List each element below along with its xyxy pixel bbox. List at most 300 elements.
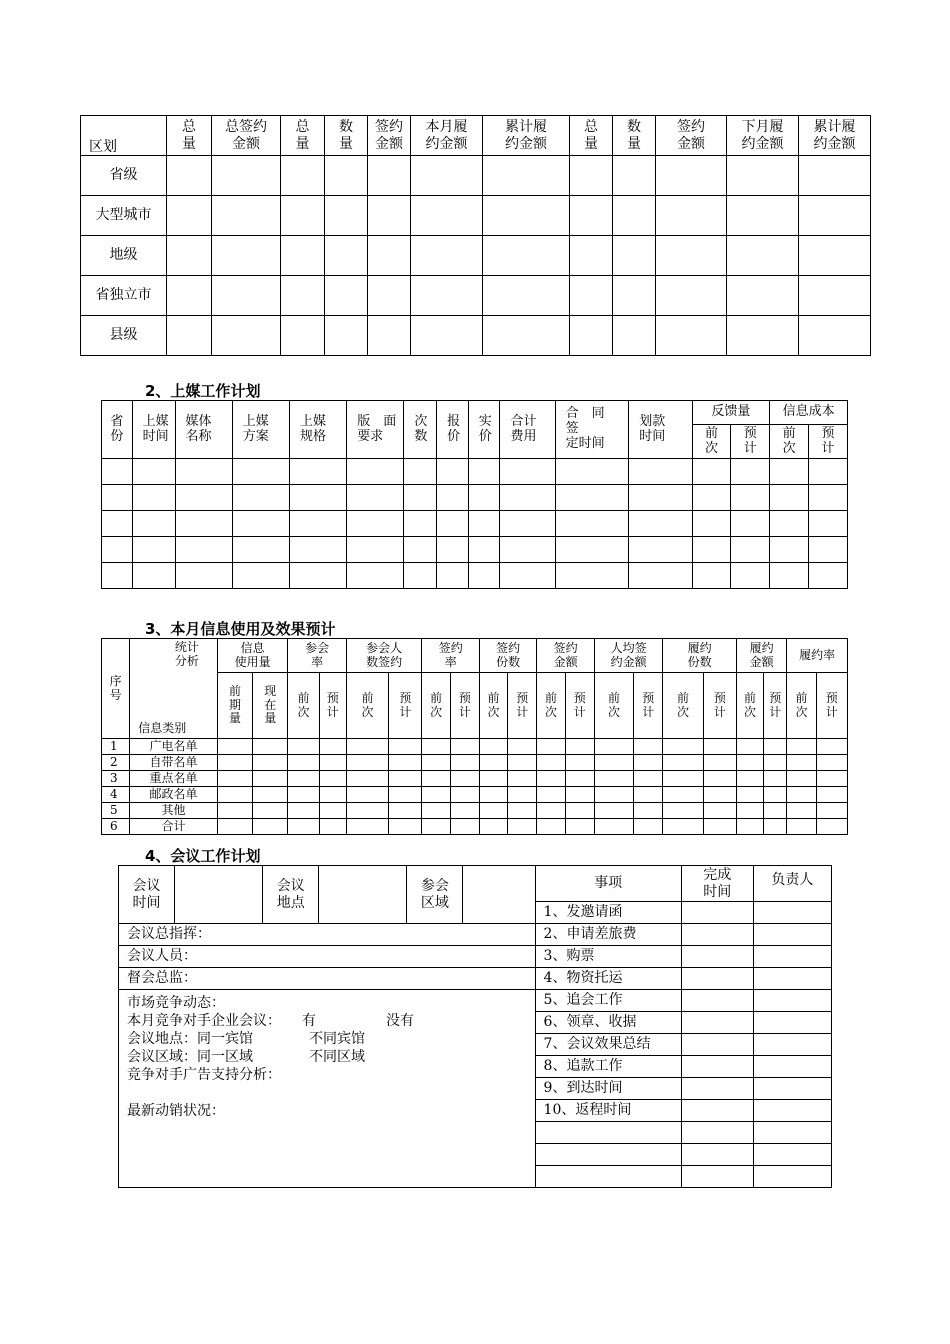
input-cell[interactable] (570, 236, 613, 276)
input-cell[interactable] (508, 803, 537, 819)
input-cell[interactable] (232, 537, 289, 563)
market-line: 市场竞争动态： (127, 995, 225, 1011)
input-cell[interactable] (346, 803, 388, 819)
input-cell[interactable] (555, 459, 629, 485)
input-cell[interactable] (232, 459, 289, 485)
input-cell[interactable] (799, 236, 871, 276)
input-cell[interactable] (594, 771, 633, 787)
input-cell[interactable] (629, 537, 692, 563)
input-cell[interactable] (663, 739, 703, 755)
input-cell[interactable] (289, 537, 346, 563)
market-dynamics-block (119, 990, 536, 1188)
input-cell[interactable] (736, 803, 763, 819)
done-time-cell[interactable] (681, 902, 753, 924)
input-cell[interactable] (319, 739, 346, 755)
input-cell[interactable] (422, 787, 450, 803)
input-cell[interactable] (404, 563, 437, 589)
input-cell[interactable] (799, 156, 871, 196)
done-time-cell[interactable] (681, 1122, 753, 1144)
input-cell[interactable] (212, 276, 281, 316)
input-cell[interactable] (253, 771, 288, 787)
input-cell[interactable] (167, 196, 212, 236)
input-cell[interactable] (389, 803, 422, 819)
input-cell[interactable] (468, 563, 500, 589)
input-cell[interactable] (319, 755, 346, 771)
owner-cell[interactable] (753, 1100, 831, 1122)
input-cell[interactable] (347, 563, 404, 589)
owner-cell[interactable] (753, 924, 831, 946)
input-cell[interactable] (787, 771, 816, 787)
input-cell[interactable] (289, 459, 346, 485)
input-cell[interactable] (289, 563, 346, 589)
input-cell[interactable] (132, 459, 175, 485)
input-cell[interactable] (232, 511, 289, 537)
done-time-cell[interactable] (681, 990, 753, 1012)
input-cell[interactable] (325, 156, 368, 196)
input-cell[interactable] (555, 537, 629, 563)
input-cell[interactable] (570, 196, 613, 236)
input-cell[interactable] (319, 803, 346, 819)
input-cell[interactable] (437, 459, 469, 485)
input-cell[interactable] (437, 563, 469, 589)
input-cell[interactable] (634, 787, 663, 803)
input-cell[interactable] (288, 803, 319, 819)
input-cell[interactable] (731, 563, 770, 589)
done-time-cell[interactable] (681, 1012, 753, 1034)
input-cell[interactable] (787, 803, 816, 819)
input-cell[interactable] (736, 755, 763, 771)
input-cell[interactable] (289, 485, 346, 511)
input-cell[interactable] (692, 485, 731, 511)
input-cell[interactable] (634, 739, 663, 755)
input-cell[interactable] (422, 755, 450, 771)
input-cell[interactable] (565, 803, 594, 819)
input-cell[interactable] (175, 485, 232, 511)
input-cell[interactable] (450, 739, 479, 755)
input-cell[interactable] (500, 485, 555, 511)
input-cell[interactable] (422, 771, 450, 787)
input-cell[interactable] (437, 537, 469, 563)
input-cell[interactable] (132, 511, 175, 537)
input-cell[interactable] (809, 511, 848, 537)
input-cell[interactable] (565, 771, 594, 787)
input-cell[interactable] (736, 739, 763, 755)
input-cell[interactable] (703, 803, 736, 819)
input-cell[interactable] (281, 276, 325, 316)
input-cell[interactable] (288, 819, 319, 835)
done-time-cell[interactable] (681, 1166, 753, 1188)
input-cell[interactable] (281, 156, 325, 196)
input-cell[interactable] (565, 755, 594, 771)
input-cell[interactable] (288, 755, 319, 771)
input-cell[interactable] (132, 537, 175, 563)
input-cell[interactable] (479, 755, 507, 771)
input-cell[interactable] (319, 787, 346, 803)
input-cell[interactable] (799, 196, 871, 236)
input-cell[interactable] (555, 485, 629, 511)
input-cell[interactable] (663, 803, 703, 819)
input-cell[interactable] (816, 787, 847, 803)
input-cell[interactable] (368, 236, 411, 276)
input-cell[interactable] (629, 485, 692, 511)
owner-cell[interactable] (753, 902, 831, 924)
input-cell[interactable] (389, 787, 422, 803)
input-cell[interactable] (479, 819, 507, 835)
input-cell[interactable] (570, 316, 613, 356)
input-cell[interactable] (816, 819, 847, 835)
input-cell[interactable] (347, 485, 404, 511)
owner-cell[interactable] (753, 1122, 831, 1144)
input-cell[interactable] (555, 563, 629, 589)
input-cell[interactable] (212, 156, 281, 196)
group-header: 履约 份数 (663, 639, 737, 673)
input-cell[interactable] (450, 755, 479, 771)
input-cell[interactable] (634, 803, 663, 819)
done-time-cell[interactable] (681, 1100, 753, 1122)
input-cell[interactable] (389, 819, 422, 835)
input-cell[interactable] (736, 819, 763, 835)
input-cell[interactable] (656, 316, 727, 356)
input-cell[interactable] (508, 819, 537, 835)
input-cell[interactable] (450, 771, 479, 787)
input-cell[interactable] (764, 739, 787, 755)
input-cell[interactable] (368, 276, 411, 316)
owner-cell[interactable] (753, 1144, 831, 1166)
input-cell[interactable] (692, 511, 731, 537)
input-cell[interactable] (346, 739, 388, 755)
input-cell[interactable] (613, 316, 656, 356)
done-time-cell[interactable] (681, 1078, 753, 1100)
input-cell[interactable] (787, 787, 816, 803)
input-cell[interactable] (281, 196, 325, 236)
input-cell[interactable] (253, 739, 288, 755)
meeting-time-value[interactable] (175, 866, 263, 924)
input-cell[interactable] (389, 755, 422, 771)
input-cell[interactable] (613, 276, 656, 316)
meeting-place-value[interactable] (319, 866, 407, 924)
input-cell[interactable] (663, 819, 703, 835)
input-cell[interactable] (212, 196, 281, 236)
input-cell[interactable] (437, 511, 469, 537)
input-cell[interactable] (764, 819, 787, 835)
input-cell[interactable] (346, 787, 388, 803)
input-cell[interactable] (253, 803, 288, 819)
input-cell[interactable] (770, 537, 809, 563)
row-label: 其他 (130, 803, 218, 819)
input-cell[interactable] (500, 563, 555, 589)
input-cell[interactable] (479, 739, 507, 755)
input-cell[interactable] (483, 276, 570, 316)
input-cell[interactable] (212, 236, 281, 276)
done-time-cell[interactable] (681, 924, 753, 946)
input-cell[interactable] (411, 156, 483, 196)
input-cell[interactable] (809, 537, 848, 563)
input-cell[interactable] (537, 755, 565, 771)
input-cell[interactable] (319, 771, 346, 787)
input-cell[interactable] (703, 739, 736, 755)
input-cell[interactable] (570, 156, 613, 196)
input-cell[interactable] (537, 819, 565, 835)
input-cell[interactable] (770, 563, 809, 589)
input-cell[interactable] (787, 755, 816, 771)
input-cell[interactable] (437, 485, 469, 511)
input-cell[interactable] (217, 787, 252, 803)
input-cell[interactable] (663, 771, 703, 787)
input-cell[interactable] (483, 236, 570, 276)
input-cell[interactable] (816, 803, 847, 819)
input-cell[interactable] (656, 196, 727, 236)
done-time-cell[interactable] (681, 1056, 753, 1078)
input-cell[interactable] (816, 739, 847, 755)
input-cell[interactable] (537, 771, 565, 787)
input-cell[interactable] (422, 739, 450, 755)
input-cell[interactable] (483, 316, 570, 356)
input-cell[interactable] (479, 787, 507, 803)
input-cell[interactable] (736, 771, 763, 787)
done-time-cell[interactable] (681, 946, 753, 968)
input-cell[interactable] (692, 563, 731, 589)
input-cell[interactable] (404, 511, 437, 537)
input-cell[interactable] (347, 537, 404, 563)
input-cell[interactable] (692, 459, 731, 485)
input-cell[interactable] (500, 511, 555, 537)
input-cell[interactable] (692, 537, 731, 563)
input-cell[interactable] (799, 316, 871, 356)
input-cell[interactable] (500, 537, 555, 563)
input-cell[interactable] (731, 537, 770, 563)
input-cell[interactable] (217, 739, 252, 755)
input-cell[interactable] (232, 563, 289, 589)
input-cell[interactable] (537, 803, 565, 819)
input-cell[interactable] (629, 511, 692, 537)
done-time-cell[interactable] (681, 1144, 753, 1166)
input-cell[interactable] (594, 755, 633, 771)
input-cell[interactable] (404, 459, 437, 485)
input-cell[interactable] (508, 787, 537, 803)
input-cell[interactable] (736, 787, 763, 803)
input-cell[interactable] (809, 563, 848, 589)
input-cell[interactable] (727, 276, 799, 316)
input-cell[interactable] (483, 196, 570, 236)
meeting-area-value[interactable] (463, 866, 535, 924)
input-cell[interactable] (594, 787, 633, 803)
input-cell[interactable] (764, 787, 787, 803)
input-cell[interactable] (389, 771, 422, 787)
input-cell[interactable] (368, 156, 411, 196)
input-cell[interactable] (508, 771, 537, 787)
input-cell[interactable] (319, 819, 346, 835)
input-cell[interactable] (787, 739, 816, 755)
input-cell[interactable] (537, 787, 565, 803)
owner-cell[interactable] (753, 1166, 831, 1188)
input-cell[interactable] (289, 511, 346, 537)
done-time-cell[interactable] (681, 1034, 753, 1056)
input-cell[interactable] (325, 316, 368, 356)
input-cell[interactable] (468, 459, 500, 485)
input-cell[interactable] (450, 787, 479, 803)
input-cell[interactable] (508, 739, 537, 755)
owner-cell[interactable] (753, 1012, 831, 1034)
input-cell[interactable] (809, 459, 848, 485)
input-cell[interactable] (102, 537, 133, 563)
owner-cell[interactable] (753, 1056, 831, 1078)
input-cell[interactable] (132, 563, 175, 589)
input-cell[interactable] (167, 156, 212, 196)
group-header: 签约 份数 (479, 639, 536, 673)
input-cell[interactable] (288, 787, 319, 803)
input-cell[interactable] (468, 537, 500, 563)
input-cell[interactable] (613, 196, 656, 236)
input-cell[interactable] (656, 236, 727, 276)
input-cell[interactable] (368, 316, 411, 356)
input-cell[interactable] (325, 236, 368, 276)
input-cell[interactable] (594, 739, 633, 755)
input-cell[interactable] (764, 803, 787, 819)
input-cell[interactable] (102, 563, 133, 589)
input-cell[interactable] (450, 803, 479, 819)
input-cell[interactable] (411, 316, 483, 356)
input-cell[interactable] (816, 755, 847, 771)
input-cell[interactable] (325, 276, 368, 316)
input-cell[interactable] (479, 803, 507, 819)
input-cell[interactable] (167, 316, 212, 356)
input-cell[interactable] (411, 276, 483, 316)
input-cell[interactable] (175, 511, 232, 537)
input-cell[interactable] (809, 485, 848, 511)
input-cell[interactable] (102, 459, 133, 485)
input-cell[interactable] (288, 771, 319, 787)
input-cell[interactable] (253, 787, 288, 803)
input-cell[interactable] (629, 459, 692, 485)
input-cell[interactable] (411, 236, 483, 276)
input-cell[interactable] (731, 485, 770, 511)
input-cell[interactable] (703, 755, 736, 771)
input-cell[interactable] (816, 771, 847, 787)
input-cell[interactable] (594, 819, 633, 835)
input-cell[interactable] (555, 511, 629, 537)
owner-cell[interactable] (753, 1034, 831, 1056)
input-cell[interactable] (288, 739, 319, 755)
owner-cell[interactable] (753, 1078, 831, 1100)
input-cell[interactable] (787, 819, 816, 835)
header-cell: 数 量 (613, 116, 656, 156)
input-cell[interactable] (102, 511, 133, 537)
input-cell[interactable] (175, 537, 232, 563)
input-cell[interactable] (770, 485, 809, 511)
table-row (102, 771, 848, 787)
input-cell[interactable] (281, 316, 325, 356)
input-cell[interactable] (565, 819, 594, 835)
input-cell[interactable] (411, 196, 483, 236)
input-cell[interactable] (422, 819, 450, 835)
input-cell[interactable] (167, 276, 212, 316)
input-cell[interactable] (634, 755, 663, 771)
subheader-cell: 前 次 (736, 673, 763, 739)
input-cell[interactable] (325, 196, 368, 236)
commander-field: 会议总指挥： (119, 924, 536, 946)
input-cell[interactable] (565, 739, 594, 755)
input-cell[interactable] (537, 739, 565, 755)
input-cell[interactable] (468, 511, 500, 537)
input-cell[interactable] (347, 511, 404, 537)
input-cell[interactable] (570, 276, 613, 316)
input-cell[interactable] (727, 196, 799, 236)
owner-cell[interactable] (753, 968, 831, 990)
input-cell[interactable] (656, 156, 727, 196)
input-cell[interactable] (703, 787, 736, 803)
input-cell[interactable] (731, 511, 770, 537)
input-cell[interactable] (346, 755, 388, 771)
input-cell[interactable] (404, 485, 437, 511)
done-time-cell[interactable] (681, 968, 753, 990)
input-cell[interactable] (368, 196, 411, 236)
input-cell[interactable] (613, 236, 656, 276)
input-cell[interactable] (727, 236, 799, 276)
subheader-cell: 前 次 (692, 425, 731, 459)
input-cell[interactable] (232, 485, 289, 511)
input-cell[interactable] (404, 537, 437, 563)
input-cell[interactable] (594, 803, 633, 819)
input-cell[interactable] (703, 771, 736, 787)
input-cell[interactable] (656, 276, 727, 316)
input-cell[interactable] (764, 755, 787, 771)
input-cell[interactable] (102, 485, 133, 511)
input-cell[interactable] (799, 276, 871, 316)
input-cell[interactable] (565, 787, 594, 803)
input-cell[interactable] (253, 819, 288, 835)
input-cell[interactable] (770, 511, 809, 537)
input-cell[interactable] (253, 755, 288, 771)
input-cell[interactable] (764, 771, 787, 787)
owner-cell[interactable] (753, 990, 831, 1012)
input-cell[interactable] (731, 459, 770, 485)
task-item: 10、返程时间 (535, 1100, 681, 1122)
input-cell[interactable] (727, 156, 799, 196)
input-cell[interactable] (727, 316, 799, 356)
input-cell[interactable] (634, 819, 663, 835)
input-cell[interactable] (634, 771, 663, 787)
input-cell[interactable] (217, 771, 252, 787)
input-cell[interactable] (508, 755, 537, 771)
input-cell[interactable] (212, 316, 281, 356)
input-cell[interactable] (450, 819, 479, 835)
input-cell[interactable] (663, 755, 703, 771)
input-cell[interactable] (175, 459, 232, 485)
input-cell[interactable] (217, 755, 252, 771)
input-cell[interactable] (468, 485, 500, 511)
input-cell[interactable] (346, 771, 388, 787)
input-cell[interactable] (663, 787, 703, 803)
input-cell[interactable] (281, 236, 325, 276)
input-cell[interactable] (175, 563, 232, 589)
input-cell[interactable] (483, 156, 570, 196)
input-cell[interactable] (347, 459, 404, 485)
input-cell[interactable] (422, 803, 450, 819)
input-cell[interactable] (770, 459, 809, 485)
input-cell[interactable] (167, 236, 212, 276)
input-cell[interactable] (703, 819, 736, 835)
input-cell[interactable] (346, 819, 388, 835)
input-cell[interactable] (389, 739, 422, 755)
input-cell[interactable] (479, 771, 507, 787)
input-cell[interactable] (217, 803, 252, 819)
input-cell[interactable] (629, 563, 692, 589)
input-cell[interactable] (613, 156, 656, 196)
input-cell[interactable] (132, 485, 175, 511)
owner-cell[interactable] (753, 946, 831, 968)
input-cell[interactable] (217, 819, 252, 835)
input-cell[interactable] (500, 459, 555, 485)
